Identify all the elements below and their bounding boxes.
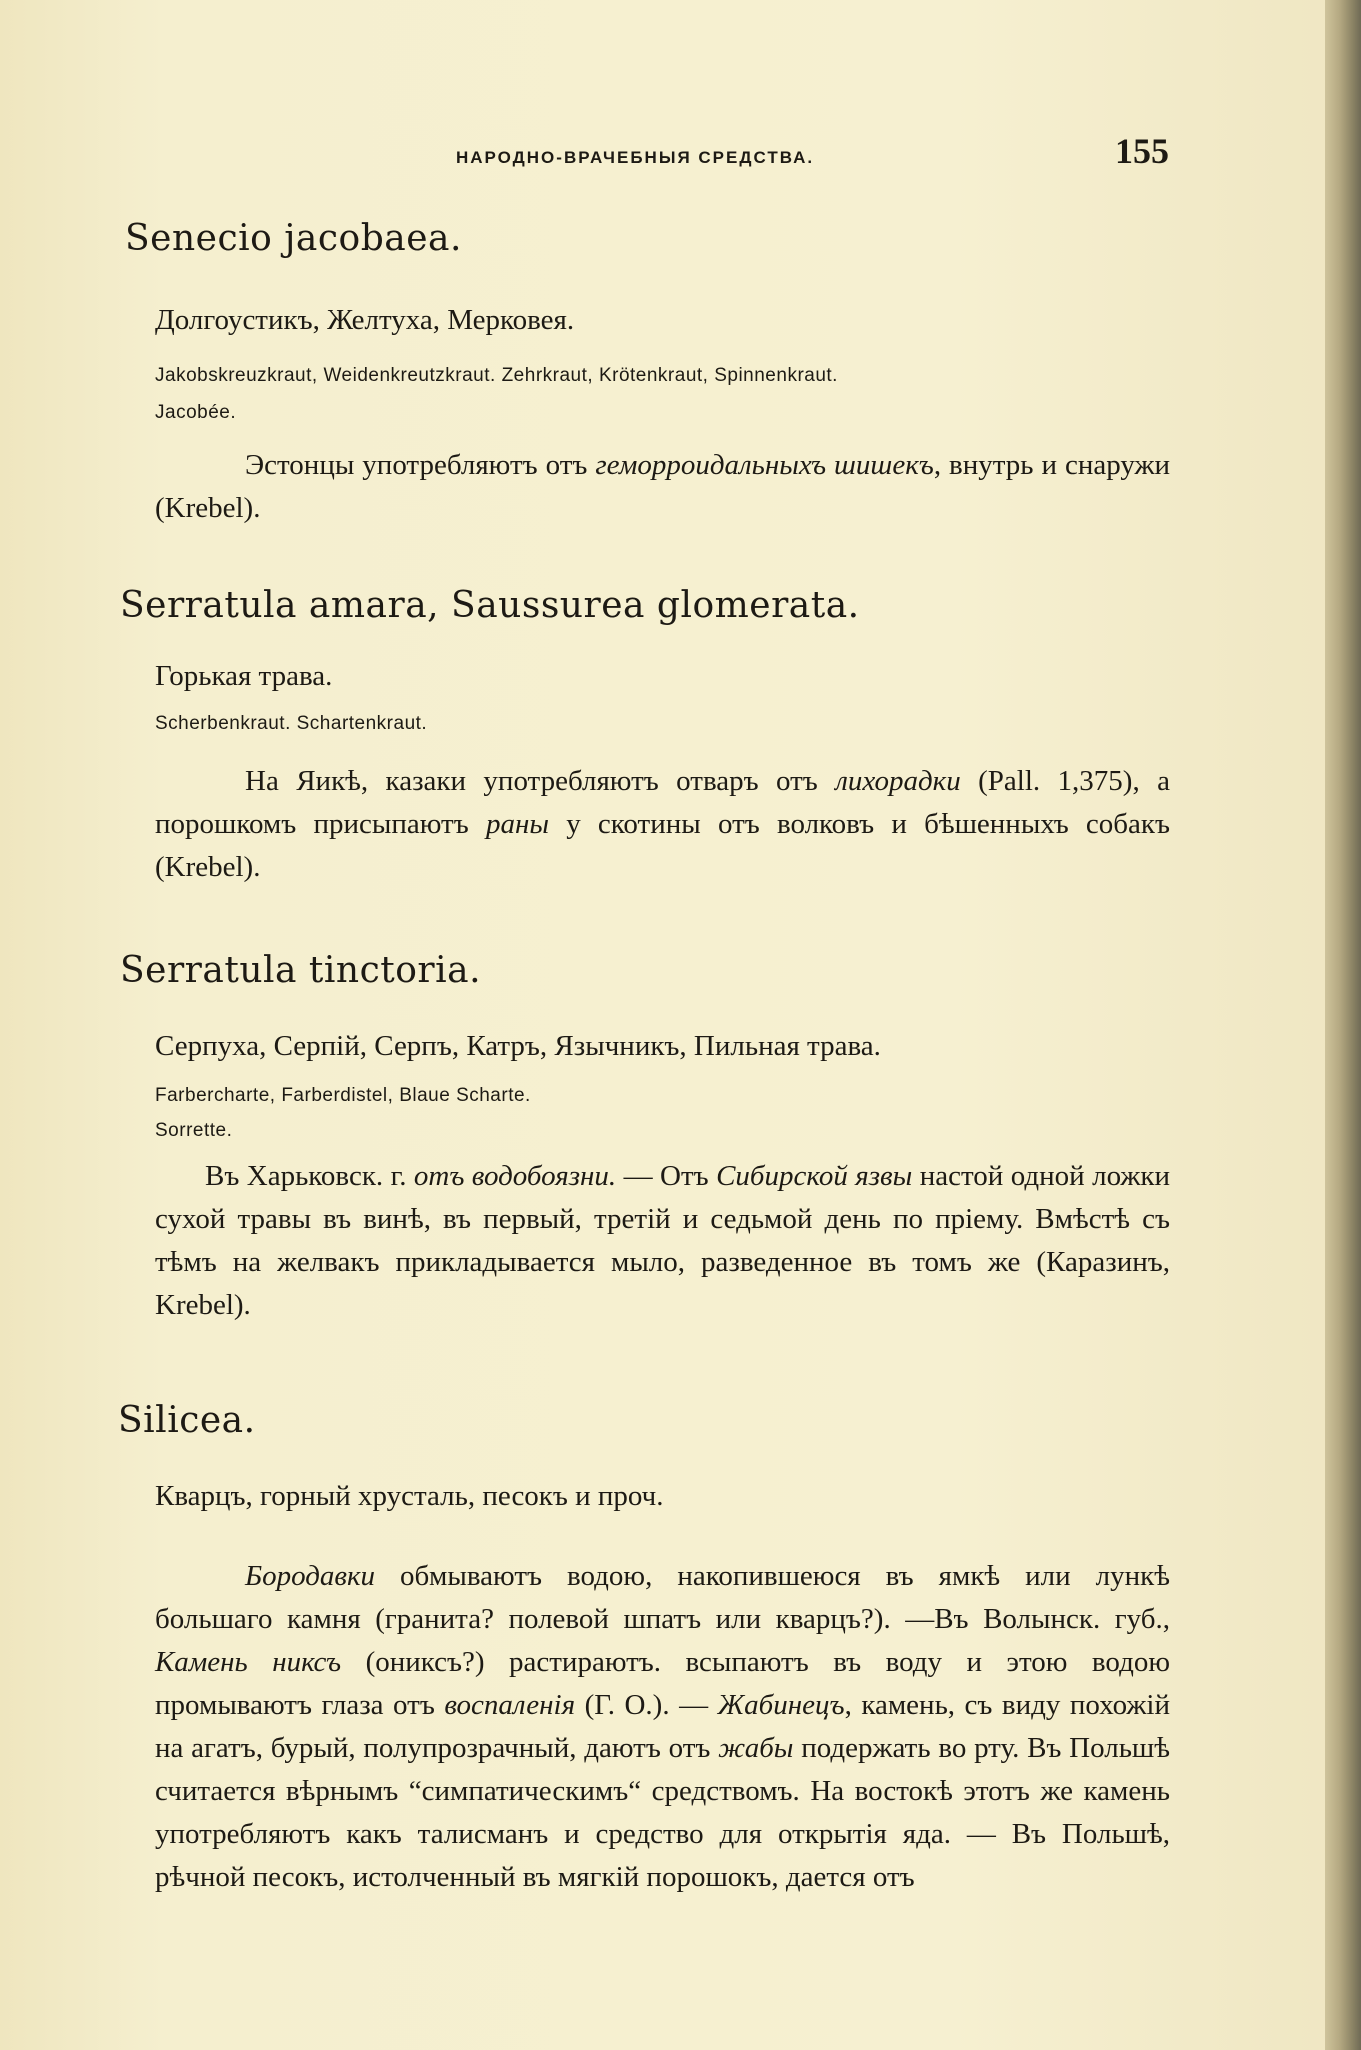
russian-names: Серпуха, Серпій, Серпъ, Катръ, Язычникъ, Пильная трава. bbox=[155, 1030, 881, 1062]
entry-title: Serratula amara, Saussurea glomerata. bbox=[120, 585, 860, 626]
entry-title: Serratula tinctoria. bbox=[120, 950, 482, 991]
running-header: НАРОДНО-ВРАЧЕБНЫЯ СРЕДСТВА. bbox=[456, 148, 815, 167]
german-names: Jakobskreuzkraut, Weidenkreutzkraut. Zehrkraut, Krötenkraut, Spinnenkraut. bbox=[155, 365, 838, 386]
entry-text: На Яикѣ, казаки употребляютъ отваръ отъ лихорадки (Pall. 1,375), а порошкомъ присыпаютъ раны у скотины отъ волковъ и бѣшенныхъ собакъ (Krebel). bbox=[155, 765, 1171, 883]
russian-names: Долгоустикъ, Желтуха, Мерковея. bbox=[155, 304, 575, 336]
page-number: 155 bbox=[1115, 131, 1169, 171]
entry-title: Silicea. bbox=[118, 1400, 256, 1441]
entry-text: Эстонцы употребляютъ отъ геморроидальныхъ шишекъ, внутрь и снаружи (Krebel). bbox=[155, 449, 1171, 524]
entry-text: Въ Харьковск. г. отъ водобоязни. — Отъ Сибирской язвы настой одной ложки сухой травы въ винѣ, въ первый, третій и седьмой день по пріему. Вмѣстѣ съ тѣмъ на желвакъ прикладывается мыло, разведенное въ томъ же (Каразинъ, Krebel). bbox=[155, 1160, 1170, 1321]
german-names: Scherbenkraut. Schartenkraut. bbox=[155, 713, 428, 734]
entry-text: Бородавки обмываютъ водою, накопившеюся въ ямкѣ или лункѣ большаго камня (гранита? полевой шпатъ или кварцъ?). —Въ Волынск. губ., Камень никсъ (ониксъ?) растираютъ. всыпаютъ въ воду и этою водою промываютъ глаза отъ воспаленія (Г. О.). — Жабинецъ, камень, съ виду похожій на агатъ, бурый, полупрозрачный, даютъ отъ жабы подержать во рту. Въ Польшѣ считается вѣрнымъ “симпатическимъ“ средствомъ. На востокѣ этотъ же камень употребляютъ какъ талисманъ и средство для открытія яда. — Въ Польшѣ, рѣчной песокъ, истолченный въ мягкій порошокъ, дается отъ bbox=[155, 1560, 1170, 1893]
russian-names: Кварцъ, горный хрусталь, песокъ и проч. bbox=[155, 1480, 664, 1512]
book-edge bbox=[1325, 0, 1361, 2050]
entry-title: Senecio jacobaea. bbox=[125, 218, 462, 259]
german-names: Farbercharte, Farberdistel, Blaue Scharte. bbox=[155, 1085, 531, 1106]
french-names: Jacobée. bbox=[155, 402, 237, 423]
russian-names: Горькая трава. bbox=[155, 660, 333, 692]
french-names: Sorrette. bbox=[155, 1120, 233, 1141]
